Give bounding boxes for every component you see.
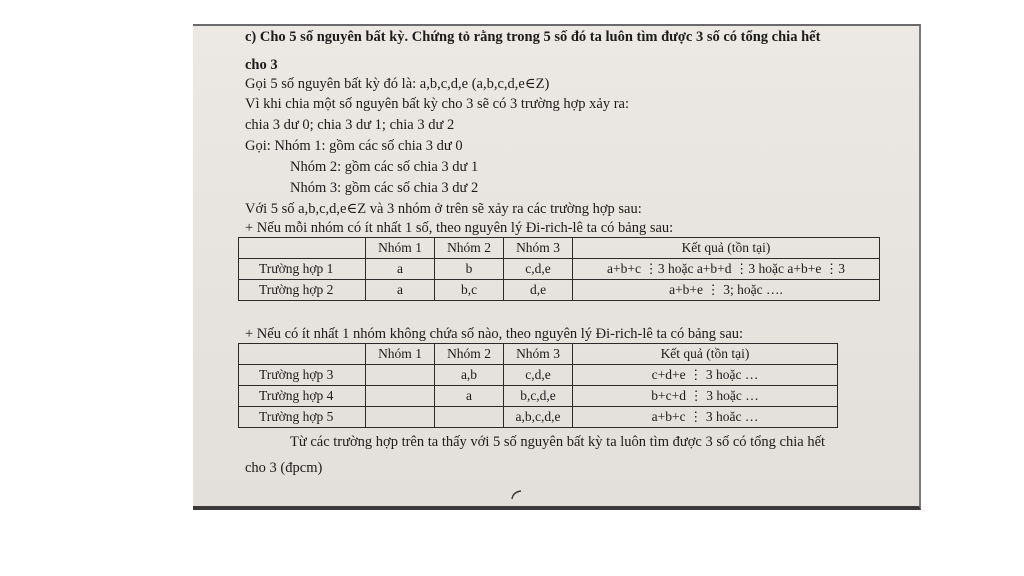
table-cell: a,b,c,d,e (504, 407, 573, 428)
table-row (239, 365, 838, 386)
row-label: Trường hợp 3 (239, 365, 366, 386)
row-label: Trường hợp 5 (239, 407, 366, 428)
problem-title: c) Cho 5 số nguyên bất kỳ. Chứng tỏ rằng trong 5 số đó ta luôn tìm được 3 số có tổng chia hết (245, 29, 821, 45)
text-line: Với 5 số a,b,c,d,e∈Z và 3 nhóm ở trên sẽ xảy ra các trường hợp sau: (245, 201, 642, 217)
pen-mark-icon (509, 490, 523, 500)
table-cell: a (435, 386, 504, 407)
header-cell: Nhóm 1 (366, 238, 435, 259)
table-cell: a (366, 280, 435, 301)
header-cell: Nhóm 3 (504, 344, 573, 365)
text-line: + Nếu có ít nhất 1 nhóm không chứa số nào, theo nguyên lý Đi-rich-lê ta có bảng sau: (245, 326, 744, 342)
header-cell (239, 238, 366, 259)
table-row (239, 259, 880, 280)
table-row (239, 280, 880, 301)
text-line: chia 3 dư 0; chia 3 dư 1; chia 3 dư 2 (245, 117, 455, 133)
table-cell: c+d+e ⋮ 3 hoặc … (573, 365, 838, 386)
text-line: Nhóm 3: gồm các số chia 3 dư 2 (290, 180, 479, 196)
table-cell (435, 407, 504, 428)
conclusion-line: Từ các trường hợp trên ta thấy với 5 số nguyên bất kỳ ta luôn tìm được 3 số có tổng chia hết (290, 434, 826, 450)
text-line: Gọi: Nhóm 1: gồm các số chia 3 dư 0 (245, 138, 463, 154)
row-label: Trường hợp 2 (239, 280, 366, 301)
header-cell: Nhóm 3 (504, 238, 573, 259)
table-cases-2 (238, 343, 838, 428)
row-label: Trường hợp 4 (239, 386, 366, 407)
row-label: Trường hợp 1 (239, 259, 366, 280)
header-cell (239, 344, 366, 365)
table-cell: b,c (435, 280, 504, 301)
table-row (239, 386, 838, 407)
document-photo (193, 24, 921, 510)
table-cell: a,b (435, 365, 504, 386)
header-cell: Nhóm 2 (435, 344, 504, 365)
table-cell: a+b+c ⋮3 hoặc a+b+d ⋮3 hoặc a+b+e ⋮3 (573, 259, 880, 280)
text-line: Nhóm 2: gồm các số chia 3 dư 1 (290, 159, 479, 175)
table-cell: b,c,d,e (504, 386, 573, 407)
header-cell: Kết quả (tồn tại) (573, 344, 838, 365)
table-cell (366, 365, 435, 386)
table-cell (366, 407, 435, 428)
text-line: Gọi 5 số nguyên bất kỳ đó là: a,b,c,d,e (a,b,c,d,e∈Z) (245, 76, 550, 92)
table-cell: a+b+c ⋮ 3 hoăc … (573, 407, 838, 428)
table-cell: c,d,e (504, 365, 573, 386)
table-cell: b (435, 259, 504, 280)
table-cell: c,d,e (504, 259, 573, 280)
conclusion-line-cont: cho 3 (đpcm) (245, 460, 323, 476)
problem-title-cont: cho 3 (245, 57, 278, 73)
table-cases-1 (238, 237, 880, 301)
header-cell: Nhóm 1 (366, 344, 435, 365)
header-cell: Kết quả (tồn tại) (573, 238, 880, 259)
header-cell: Nhóm 2 (435, 238, 504, 259)
table-cell: d,e (504, 280, 573, 301)
table-cell: b+c+d ⋮ 3 hoặc … (573, 386, 838, 407)
table-header-row (239, 238, 880, 259)
table-cell: a (366, 259, 435, 280)
table-row (239, 407, 838, 428)
text-line: Vì khi chia một số nguyên bất kỳ cho 3 sẽ có 3 trường hợp xảy ra: (245, 96, 630, 112)
text-line: + Nếu mỗi nhóm có ít nhất 1 số, theo nguyên lý Đi-rich-lê ta có bảng sau: (245, 220, 674, 236)
table-cell (366, 386, 435, 407)
table-cell: a+b+e ⋮ 3; hoặc …. (573, 280, 880, 301)
table-header-row (239, 344, 838, 365)
